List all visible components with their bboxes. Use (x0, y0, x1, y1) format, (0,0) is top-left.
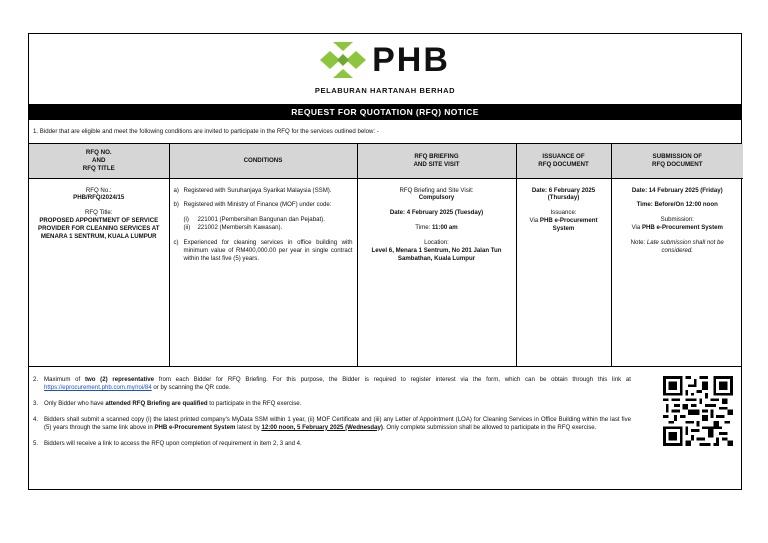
note-5: 5. Bidders will receive a link to access the RFQ upon completion of requirement in item 2, 3 and 4. (33, 439, 302, 447)
table-header-row (29, 144, 743, 178)
submission-via: Via PHB e-Procurement System (631, 224, 723, 232)
issuance-via: Via PHB e-Procurement System (529, 217, 598, 233)
mof-code-1: (i) 221001 (Pembersihan Bangunan dan Pejabat). (183, 216, 325, 224)
note-4: 4. Bidders shall submit a scanned copy (i) the latest printed company's MyData SSM within 1 year, (ii) MOF Certificate and (iii) any Letter of Appointment (LOA) for Cleaning Services in Office Building within the last five (5) years through the same link above in PHB e-Procurement System latest by 12:00 noon, 5 February 2025 (Wednesday). Only complete submission shall be allowed to participate in the RFQ exercise. (33, 415, 631, 431)
mof-code-2: (ii) 221002 (Membersih Kawasan). (183, 224, 283, 232)
submission-note: Note: Late submission shall not be considered. (630, 239, 724, 255)
issuance-label: Issuance: (550, 209, 577, 217)
header-briefing: RFQ BRIEFING AND SITE VISIT (357, 144, 516, 178)
rfq-cell (29, 178, 169, 366)
issuance-cell (516, 178, 611, 366)
rfq-no-label: RFQ No.: (85, 186, 112, 194)
condition-b: b) Registered with Ministry of Finance (MOF) under code: (173, 201, 332, 209)
submission-date: Date: 14 February 2025 (Friday) (631, 186, 723, 194)
brand-name: PHB (372, 41, 450, 79)
qr-code-icon[interactable] (663, 375, 733, 447)
rfq-table (29, 144, 743, 366)
briefing-location-label: Location: (424, 239, 449, 247)
submission-time: Time: Before/On 12:00 noon (636, 201, 718, 209)
registration-link[interactable]: https://eprocurement.phb.com.my/roi/84 (44, 383, 152, 391)
briefing-date: Date: 4 February 2025 (Tuesday) (389, 209, 484, 217)
briefing-heading: RFQ Briefing and Site Visit: (399, 186, 474, 194)
rfq-no-value: PHB/RFQ/2024/15 (73, 194, 125, 202)
notes-section (29, 366, 741, 480)
rfq-title-label: RFQ Title: (85, 209, 113, 217)
phb-logo-mark-icon (320, 42, 366, 78)
note-3: 3. Only Bidder who have attended RFQ Briefing are qualified to participate in the RFQ exercise. (33, 399, 302, 407)
condition-c: c) Experienced for cleaning services in office building with minimum value of RM400,000.00 per year in single contract within the last five (5) years. (173, 239, 353, 263)
rfq-title-value: PROPOSED APPOINTMENT OF SERVICE PROVIDER FOR CLEANING SERVICES AT MENARA 1 SENTRUM, KUALA LUMPUR (38, 217, 160, 241)
condition-a: a) Registered with Suruhanjaya Syarikat Malaysia (SSM). (173, 186, 332, 194)
table-row (29, 178, 743, 366)
submission-cell (611, 178, 743, 366)
briefing-location-value: Level 6, Menara 1 Sentrum, No 201 Jalan Tun Sambathan, Kuala Lumpur (371, 247, 502, 263)
briefing-time: Time: 11:00 am (415, 224, 458, 232)
header-rfq-no: RFQ NO. AND RFQ TITLE (29, 144, 169, 178)
brand-tagline: PELABURAN HARTANAH BERHAD (314, 86, 456, 95)
header-submission: SUBMISSION OF RFQ DOCUMENT (611, 144, 743, 178)
issuance-date: Date: 6 February 2025 (Thursday) (531, 186, 596, 202)
intro-text: 1. Bidder that are eligible and meet the following conditions are invited to participate in the RFQ for the services outlined below: - (29, 120, 741, 144)
note-2: 2. Maximum of two (2) representative from each Bidder for RFQ Briefing. For this purpose, the Bidder is required to register interest via the form, which can be obtain through this link at https://eprocurement.phb.com.my/roi/84 or by scanning the QR code. (33, 376, 631, 391)
briefing-cell (357, 178, 516, 366)
phb-logo (29, 42, 741, 78)
header (29, 34, 741, 104)
submission-label: Submission: (660, 216, 694, 224)
rfq-notice-document (28, 33, 742, 490)
conditions-cell (169, 178, 357, 366)
header-conditions: CONDITIONS (169, 144, 357, 178)
notice-title: REQUEST FOR QUOTATION (RFQ) NOTICE (29, 104, 741, 120)
header-issuance: ISSUANCE OF RFQ DOCUMENT (516, 144, 611, 178)
briefing-type: Compulsory (418, 194, 455, 202)
